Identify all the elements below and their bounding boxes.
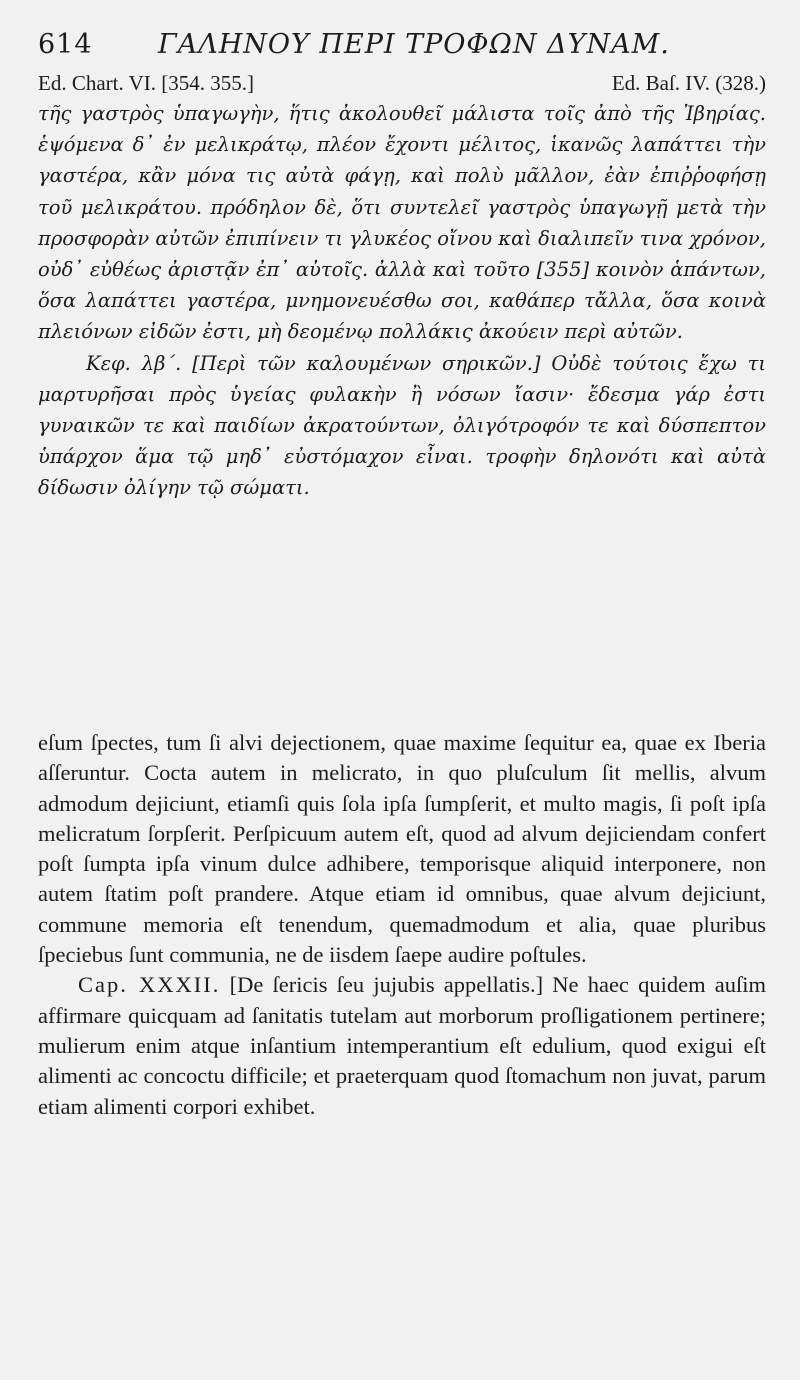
greek-chapter-title: [Περὶ τῶν καλουμένων σηρικῶν.] bbox=[192, 351, 541, 375]
greek-text bbox=[38, 98, 766, 504]
edition-references bbox=[38, 68, 766, 98]
latin-paragraph: eſum ſpectes, tum ſi alvi dejectionem, quae maxime ſequitur ea, quae ex Iberia aſſeruntur. Cocta autem in melicrato, in quo pluſculum ſit mellis, alvum admodum dejiciunt, etiamſi quis ſola ipſa ſumpſerit, et multo magis, ſi poſt ipſa melicratum ſorpſerit. Perſpicuum autem eſt, quod ad alvum dejiciendam confert poſt ſumpta ipſa vinum dulce adhibere, temporisque aliquid interponere, non autem ſtatim poſt prandere. Atque etiam id omnibus, quae alvum dejiciunt, commune memoria eſt tenendum, quemadmodum et alia, quae pluribus ſpeciebus ſunt communia, ne de iisdem ſaepe audire poſtules. bbox=[38, 730, 766, 968]
latin-chapter-text: Ne haec quidem auſim affirmare quicquam ad ſanitatis tutelam aut morborum proſligationem pertinere; mulierum enim atque inſantium intemperantium eſt edulium, quod exigui eſt alimenti ac concoctu difficile; et praeterquam quod ſtomachum non juvat, parum etiam alimenti corpori exhibet. bbox=[38, 972, 767, 1119]
greek-chapter-paragraph bbox=[38, 348, 766, 504]
greek-paragraph: τῆς γαστρὸς ὑπαγωγὴν, ἥτις ἀκολουθεῖ μάλιστα τοῖς ἀπὸ τῆς Ἰβηρίας. ἑψόμενα δ᾽ ἐν μελικράτῳ, πλέον ἔχοντι μέλιτος, ἱκανῶς λαπάττει τὴν γαστέρα, κἂν μόνα τις αὐτὰ φάγῃ, καὶ πολὺ μᾶλλον, ἐὰν ἐπιῤῥοφήσῃ τοῦ μελικράτου. πρόδηλον δὲ, ὅτι συντελεῖ γαστρὸς ὑπαγωγῇ μετὰ τὴν προσφορὰν αὐτῶν ἐπιπίνειν τι γλυκέος οἴνου καὶ διαλιπεῖν τινα χρόνον, οὐδ᾽ εὐθέως ἀριστᾷν ἐπ᾽ αὐτοῖς. ἀλλὰ καὶ τοῦτο [355] κοινὸν ἁπάντων, ὅσα λαπάττει γαστέρα, μνημονευέσθω σοι, καθάπερ τἄλλα, ὅσα κοινὰ πλειόνων εἰδῶν ἐστι, μὴ δεομένῳ πολλάκις ἀκούειν περὶ αὐτῶν. bbox=[38, 102, 766, 344]
latin-translation bbox=[38, 728, 766, 1122]
greek-chapter-label: Κεφ. λβ΄. bbox=[86, 351, 182, 375]
page-number: 614 bbox=[38, 29, 93, 60]
chartier-edition-ref: Ed. Chart. VI. [354. 355.] bbox=[38, 71, 254, 95]
running-head bbox=[38, 26, 766, 64]
latin-chapter-label: Cap. XXXII. bbox=[78, 972, 221, 998]
latin-chapter-title: [De ſericis ſeu jujubis appellatis.] bbox=[229, 972, 544, 998]
latin-chapter-paragraph bbox=[38, 970, 766, 1121]
running-title: ΓΑΛΗΝΟΥ ΠΕΡΙ ΤΡΟΦΩΝ ΔΥΝΑΜ. bbox=[158, 29, 670, 60]
basel-edition-ref: Ed. Baſ. IV. (328.) bbox=[611, 71, 766, 95]
greek-chapter-text: Οὐδὲ τούτοις ἔχω τι μαρτυρῆσαι πρὸς ὑγείας φυλακὴν ἢ νόσων ἴασιν· ἔδεσμα γάρ ἐστι γυναικῶν τε καὶ παιδίων ἀκρατούντων, ὀλιγότροφόν τε καὶ δύσπεπτον ὑπάρχον ἅμα τῷ μηδ᾽ εὐστόμαχον εἶναι. τροφὴν δηλονότι καὶ αὐτὰ δίδωσιν ὀλίγην τῷ σώματι. bbox=[38, 351, 767, 500]
